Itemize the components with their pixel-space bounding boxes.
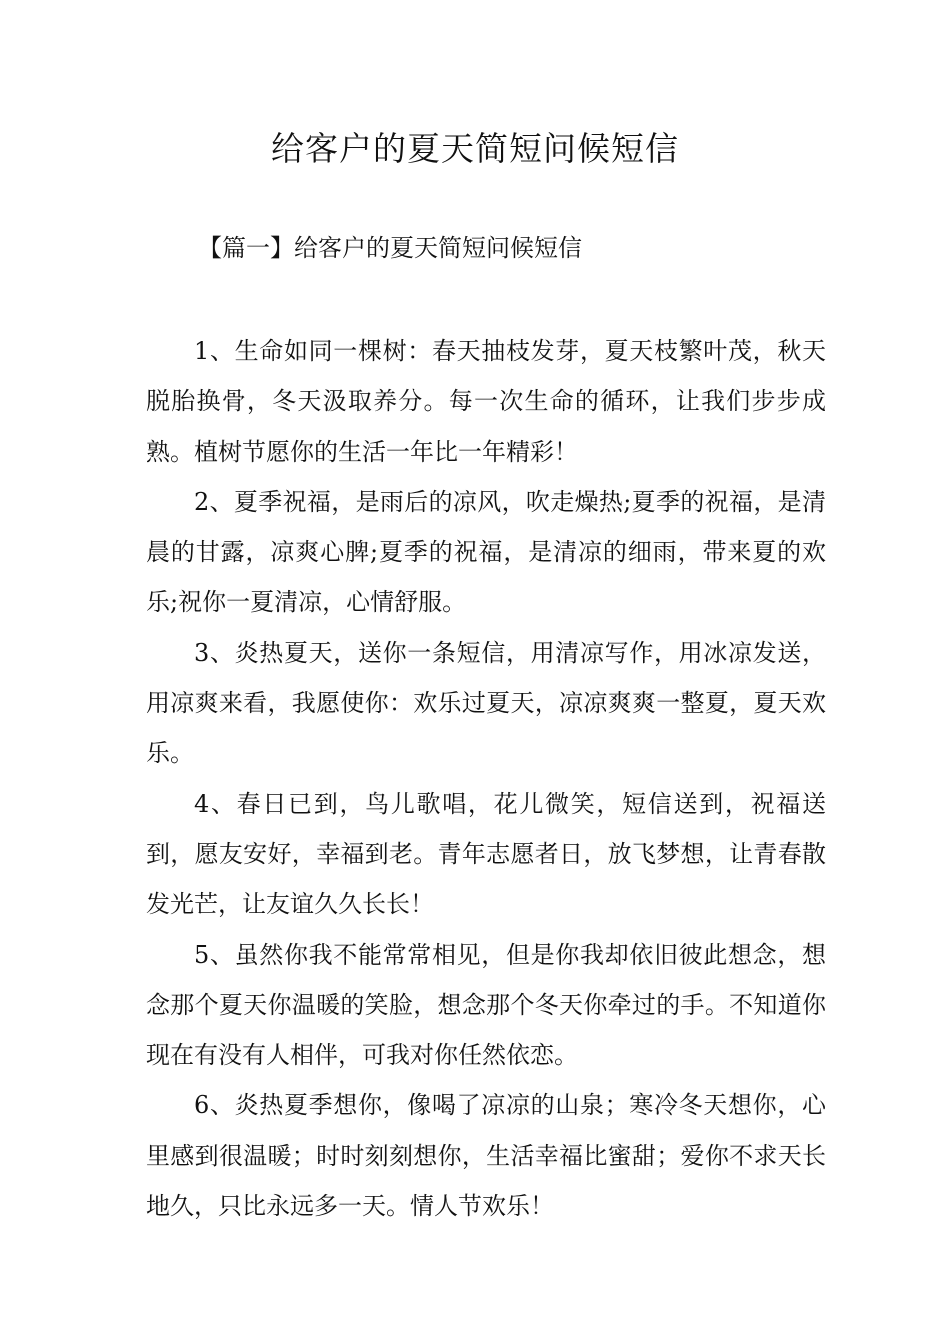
paragraph-3: 3、炎热夏天，送你一条短信，用清凉写作，用冰凉发送，用凉爽来看，我愿使你：欢乐过夏天，凉凉爽爽一整夏，夏天欢乐。 [146,638,826,768]
paragraph-2: 2、夏季祝福，是雨后的凉风，吹走燥热;夏季的祝福，是清晨的甘露，凉爽心脾;夏季的祝福，是清凉的细雨，带来夏的欢乐;祝你一夏清凉，心情舒服。 [146,487,826,617]
paragraph-5: 5、虽然你我不能常常相见，但是你我却依旧彼此想念，想念那个夏天你温暖的笑脸，想念那个冬天你牵过的手。不知道你现在有没有人相伴，可我对你任然依恋。 [146,940,826,1070]
document-body [146,326,826,1231]
paragraph-6: 6、炎热夏季想你，像喝了凉凉的山泉；寒冷冬天想你，心里感到很温暖；时时刻刻想你，生活幸福比蜜甜；爱你不求天长地久，只比永远多一天。情人节欢乐！ [146,1091,826,1221]
section-heading: 【篇一】给客户的夏天简短问候短信 [198,234,582,262]
paragraph-1: 1、生命如同一棵树：春天抽枝发芽，夏天枝繁叶茂，秋天脱胎换骨，冬天汲取养分。每一次生命的循环，让我们步步成熟。植树节愿你的生活一年比一年精彩！ [146,337,826,466]
document-title: 给客户的夏天简短问候短信 [271,129,679,168]
paragraph-4: 4、春日已到，鸟儿歌唱，花儿微笑，短信送到，祝福送到，愿友安好，幸福到老。青年志愿者日，放飞梦想，让青春散发光芒，让友谊久久长长！ [146,789,826,919]
